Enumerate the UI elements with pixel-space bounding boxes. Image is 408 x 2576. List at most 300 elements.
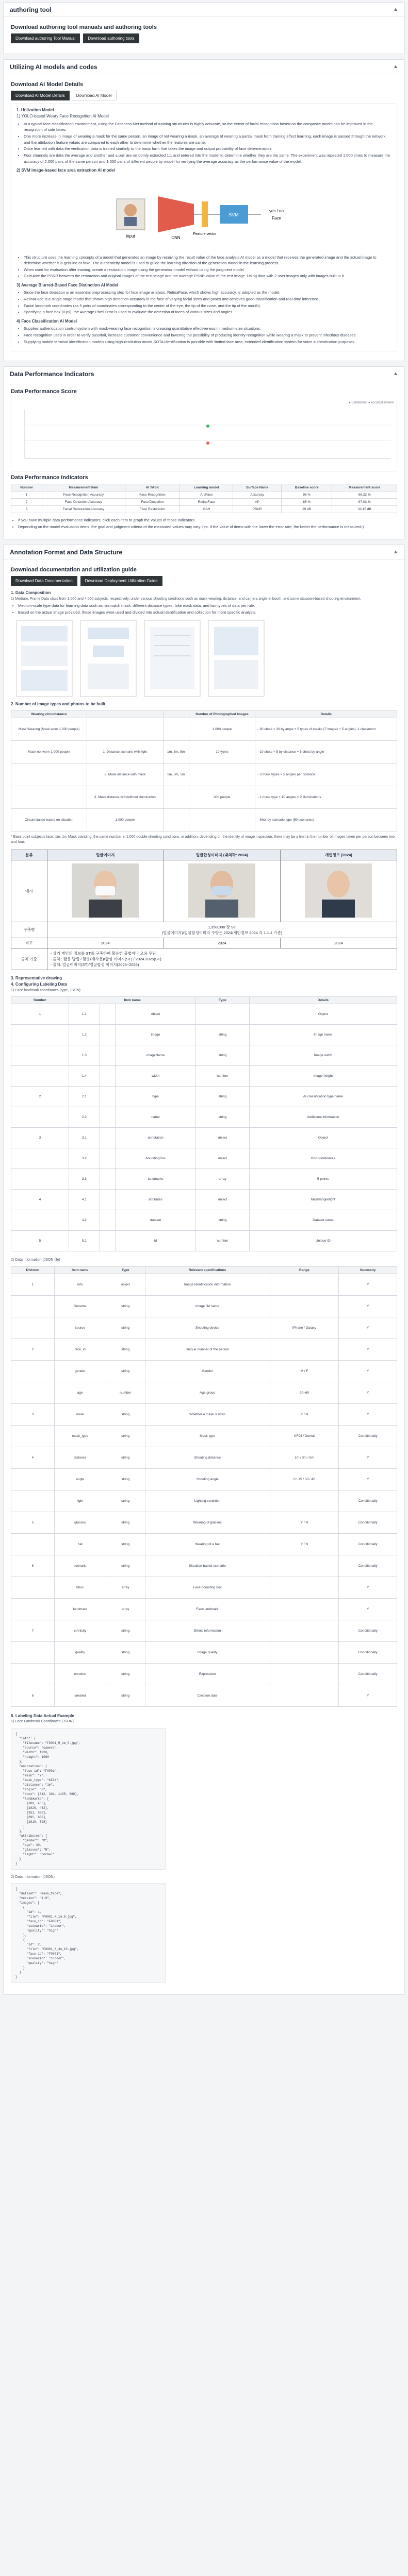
svm-label: SVM [228,212,239,217]
table-cell: string [106,1468,145,1490]
table-cell: 4.2 [69,1210,100,1231]
table-cell: 300 people [189,786,255,808]
table-row [11,860,397,922]
face-photo-2 [188,863,255,918]
table-cell: number [106,1382,145,1403]
table-cell: landmark [54,1598,106,1620]
table-cell: id [115,1231,195,1251]
table-cell [100,1231,115,1251]
thumb-block [21,646,68,666]
face-shape [327,871,350,897]
download-documentation-button[interactable]: Download Data Documentation [11,576,77,586]
sample-count-note: (얼굴이미지)/얼굴합성이미지 수량은 2024/개인정보 2024 각 1.1.1 기준) [161,930,283,935]
list-item: • Once learned with data the verification data is trained similarly to the basic form that takes the image and output probability of face determination. [24,146,391,152]
table-cell: string [196,1107,249,1128]
thumb-block [88,664,129,689]
thumbnail-1 [16,620,73,697]
col-header [163,710,189,718]
table-cell: 95 % [282,492,332,499]
input-label: input [125,233,135,239]
table-cell [11,1210,69,1231]
chevron-up-icon[interactable]: ▲ [393,371,398,377]
col-header: 개인정보 (2024) [280,850,397,860]
table-cell: string [196,1045,249,1066]
table-cell: 1,000 people [189,718,255,740]
table-cell: face_id [54,1338,106,1360]
table-cell: gender [54,1360,106,1382]
body-shape [89,900,122,918]
point-established [206,425,209,428]
cls-list [17,326,391,345]
table-cell: Y / N [270,1403,339,1425]
table-cell: string [106,1360,145,1382]
accordion-ai-models [3,59,405,361]
table-cell: distance [54,1447,106,1468]
table-cell: string [196,1087,249,1107]
table-cell: - Shot by scenario type (50 scenarios) [255,808,397,831]
table-cell: Face Detection [125,499,180,506]
table-cell: Shooting angle [145,1468,270,1490]
table-cell: 1. Distance scenario with light [87,740,164,763]
thumb-block [214,660,258,689]
download-guide-button[interactable]: Download Deployment Utilization Guide [80,576,162,586]
table-cell: Image Identification information [145,1274,270,1295]
sample-image-cell [164,860,280,922]
table-cell [270,1577,339,1598]
table-cell: Face Recognition Accuracy [42,492,125,499]
col-header: Wearing circumstance [11,710,87,718]
col-header: Baseline score [282,484,332,492]
table-row [11,1577,397,1598]
table-cell: 3.3 [69,1169,100,1190]
sample-count: 1,958,000 장 ST [208,924,236,929]
table-cell: iPhone / Galaxy [270,1317,339,1338]
table-cell: 5 [11,1512,55,1533]
table-row [11,1087,397,1107]
col-header: Measurement Item [42,484,125,492]
table-row [11,1447,397,1468]
table-cell [11,1317,55,1338]
table-cell: string [106,1685,145,1706]
table-cell: 1 [11,1004,69,1025]
table-cell: array [106,1598,145,1620]
col-header: Details [249,997,397,1004]
numimages-note: * Base point subject's face: 1m. 1m Mask standing, the same number in 1,000 double shooting conditions, in addition, depending on the identity of image inspection, there may be a limit in the number of images taken per person between two and four. [11,835,395,844]
table-cell: created [54,1685,106,1706]
section-title: authoring tool [10,6,52,13]
table-row [11,1533,397,1555]
table-cell: Image width [249,1045,397,1066]
table-row [11,1190,397,1210]
table-cell: Accuracy [233,492,282,499]
table-cell [270,1641,339,1663]
list-item: • In a typical face classification environment, using the Faceness-Net method of training structures is highly accurate, so the extent of facial recognition based on the composite model can be improved in the recognition of side faces. [24,121,391,133]
table-heading: Data Performance Indicators [11,474,88,481]
table-cell: Mask type [145,1425,270,1447]
section-subtitle: Download authoring tool manuals and authoring tools [11,24,157,30]
accordion-header[interactable] [4,367,404,381]
table-row [11,1210,397,1231]
table-cell: filename [54,1295,106,1317]
table-cell: Y [339,1360,397,1382]
table-row[interactable] [11,492,397,499]
table-row [11,1148,397,1169]
accordion-performance [3,366,405,539]
table-cell [270,1490,339,1512]
table-cell: Ethnic information [145,1620,270,1641]
example-sub-2: 2) Data information (JSON) [11,1875,55,1879]
table-cell: Y [339,1468,397,1490]
table-cell: 2024 [47,938,164,948]
table-row [11,922,397,938]
table-row [11,1663,397,1685]
section-title: Data Performance Indicators [10,370,94,378]
table-cell: 2.1 [69,1087,100,1107]
table-cell: Object [249,1004,397,1025]
info-table-body [11,1274,397,1706]
table-cell: PSNR [233,506,282,513]
list-item: • Calculate the PSNR between the restoration and original images of the test image and the average PSNR value of the test image. Using data with 2 user images only with images built in it. [24,273,391,279]
accordion-header[interactable] [4,545,404,560]
table-cell [11,1107,69,1128]
face-output-label: Face [271,215,281,221]
table-cell: Age group [145,1382,270,1403]
table-cell: 97.03 % [332,499,397,506]
table-cell: bbox [54,1577,106,1598]
intro-list [17,121,391,164]
chevron-up-icon[interactable]: ▲ [393,549,398,555]
table-cell [11,1663,55,1685]
list-item: • Face recognition used in order to verify pass/fail, increase customer convenience and lowering the possibility of producing identity recognition while wearing a mask to prevent infectious diseases. [24,332,391,338]
sample-image-cell [47,860,164,922]
col-header: Surface Name [233,484,282,492]
table-row [11,1066,397,1087]
table-cell: Conditionally [339,1663,397,1685]
table-cell: Y [339,1685,397,1706]
col-header: Type [106,1266,145,1274]
list-item: • Four channels are data the average and another and a pair are randomly extracted 1:1 and entered into the model to determine whether they are the same. The experiment was repeated 1,000 times to measure the accuracy of 2,000 pairs of the same person and 1,000 pairs of different people by model for verifying the average accuracy as the performance value of the model. [24,152,391,164]
table-cell: Object [249,1128,397,1148]
accordion-header[interactable] [4,60,404,74]
list-item: • Facial landmark coordinates (as 5 pairs of coordinates corresponding to the center of the eye, the tip of the nose, and the tip of the mouth). [24,303,391,309]
table-cell: 8 [11,1685,55,1706]
accordion-annotation [3,545,405,1995]
table-cell [270,1338,339,1360]
table-cell: Y / N [270,1512,339,1533]
table-cell: object [196,1190,249,1210]
table-cell: 2. Mask distance with mask [87,763,164,786]
list-item: • One more increase in image of wearing a mask for the same person, an image of not wearing a mask, an average of wearing a partial mask from training effect learning, each image is passed through the network and the attribution feature values are compared to each other to determine whether the features are same. [24,133,391,145]
table-cell [100,1190,115,1210]
table-cell [189,763,255,786]
sample-note: - 출처 : 활용 방법 / 활용(재사용)/합성 이미지(ST) / 2024 2025(ST) [50,956,161,961]
table-header-row [11,710,397,718]
table-cell [100,1210,115,1231]
table-cell: 5 [11,1231,69,1251]
table-cell: AP [233,499,282,506]
table-cell: Mask/angle/light [249,1190,397,1210]
accordion-body [4,74,404,361]
table-cell: - 30 shots × 30 by angle + 5 types of masks (7 images + 5 angles), 1 classroom [255,718,397,740]
table-cell: 1.2 [69,1025,100,1045]
table-cell: Image name [249,1025,397,1045]
col-header: Measurement score [332,484,397,492]
table-cell: 7 [11,1620,55,1641]
table-cell [11,1045,69,1066]
table-cell: Conditionally [339,1490,397,1512]
table-cell: Situation-based scenario [145,1555,270,1577]
table-cell: image [115,1025,195,1045]
table-cell: 1 [11,492,42,499]
table-cell: boundingBox [115,1148,195,1169]
table-row [11,1425,397,1447]
table-cell: Unique number of the person [145,1338,270,1360]
table-cell: Expression [145,1663,270,1685]
table-cell: object [196,1148,249,1169]
table-cell: 2024 [280,938,397,948]
table-row [11,1274,397,1295]
tab-model[interactable]: Download AI Model [72,91,117,100]
table-cell: Wearing of a hat [145,1533,270,1555]
table-cell: 10 types [189,740,255,763]
table-cell: width [115,1066,195,1087]
table-cell: AI classification type name [249,1087,397,1107]
accordion-authoring-tool [3,2,405,54]
table-cell: RetinaFace [180,499,233,506]
table-cell [87,718,164,740]
table-row [11,1107,397,1128]
table-cell: Y / N [270,1533,339,1555]
table-cell: Conditionally [339,1533,397,1555]
table-cell [11,1490,55,1512]
button-row [11,576,397,586]
cnn-label: CNN [171,235,181,240]
table-cell: number [196,1231,249,1251]
numimages-heading: 2. Number of image types and photos to be built [11,701,106,706]
table-cell: Shooting distance [145,1447,270,1468]
table-cell [270,1295,339,1317]
thumbnail-3 [144,620,201,697]
table-row [11,1360,397,1382]
table-cell: 4.1 [69,1190,100,1210]
table-row [11,1403,397,1425]
table-cell: GAN [180,506,233,513]
table-header-row [11,1266,397,1274]
list-item: • Medium-scale type data for learning data such as mismatch mask, different distance types, fake mask data, and two types of data per rule. [18,603,397,609]
feature-vector [202,201,208,227]
svm-list [17,255,391,280]
table-cell: Y [339,1274,397,1295]
sample-note: - 출처: 얼굴이미지(ST)/얼굴합성 이미지(2025~2026) [50,962,139,967]
table-cell: Conditionally [339,1512,397,1533]
table-cell: string [106,1663,145,1685]
table-cell: Unique ID [249,1231,397,1251]
table-row [11,1025,397,1045]
num-images-table [11,710,397,832]
thumb-block [21,670,68,691]
table-cell: Conditionally [339,1425,397,1447]
composition-list [11,603,397,615]
table-cell: 2.2 [69,1107,100,1128]
table-cell: Facial Restoration Accuracy [42,506,125,513]
table-cell: Creation date [145,1685,270,1706]
table-cell: type [115,1087,195,1107]
download-manual-button[interactable]: Download authoring Tool Manual [11,33,80,43]
table-cell: source [54,1317,106,1338]
table-cell: scenario [54,1555,106,1577]
table-cell [11,1598,55,1620]
list-item: • Supplying mobile terminal identification models using high-resolution mixed SOTA identification is possible with limited face area, extended identification system for voice authentication purposes. [24,339,391,345]
table-cell [270,1620,339,1641]
table-row[interactable] [11,499,397,506]
output-label: yes / no [269,208,284,213]
table-cell: 6 [11,1555,55,1577]
table-cell: 1,000 people [87,808,164,831]
chevron-up-icon[interactable]: ▲ [393,7,398,12]
performance-chart [11,398,397,471]
table-row [11,1598,397,1620]
thumbnail-4 [208,620,265,697]
table-row [11,938,397,948]
table-cell [100,1169,115,1190]
list-item: • Since the face detection is an essential preprocessing step for face image analysis, RetinaFace, which shows high accuracy, is adopted as the model. [24,290,391,296]
col-header [87,710,164,718]
table-cell [270,1598,339,1620]
feature-label: Feature vector [192,232,217,236]
table-cell: Face Restoration [125,506,180,513]
table-row [11,740,397,763]
table-cell: Y [339,1382,397,1403]
table-cell [11,1533,55,1555]
table-cell: name [115,1107,195,1128]
table-cell: Image height [249,1066,397,1087]
col-header: Relevant specifications [145,1266,270,1274]
face-photo-3 [305,863,372,918]
composition-text: 1) Medium, Frame Data class from 1,000 and 4,000 subjects, respectively, under various shooting conditions such as mask wearing, distance, and camera angle in booth, and some situation-based shooting environment. [11,597,362,601]
table-cell: Dataset name [249,1210,397,1231]
point-accomplishment [206,442,209,445]
table-cell: 3 [11,1128,69,1148]
thumb-block [214,627,258,655]
table-cell: object [106,1274,145,1295]
table-cell [11,1641,55,1663]
table-cell: 비고 [11,938,47,948]
col-header: Learning model [180,484,233,492]
table-cell [100,1148,115,1169]
table-cell: mask_type [54,1425,106,1447]
table-row[interactable] [11,506,397,513]
thumb-block [93,646,124,657]
table-cell: string [106,1490,145,1512]
info-table [11,1266,397,1707]
table-cell: glasses [54,1512,106,1533]
table-cell: imageName [115,1045,195,1066]
table-cell: light [54,1490,106,1512]
table-cell: Y [339,1403,397,1425]
table-cell: string [106,1295,145,1317]
table-cell: mask [54,1403,106,1425]
table-cell: Image quality [145,1641,270,1663]
json-example-1: { "info": { "filename": "F0001_M_1m_0.jpg", "source": "camera", "width": 1920, "height": 1080 }, "annotation": { "face_id": "F0001", "mask": "Y", "mask_type": "KF94", "distance": "1m", "angle": "0", "bbox": [812, 301, 1105, 688], "landmarks": [ [880, 455], [1020, 452], [951, 530], [895, 600], [1010, 598] ] }, "attributes": { "gender": "M", "age": 30, "glasses": "N", "light": "normal" } } [11,1728,166,1870]
button-row [11,33,397,43]
blur-list [17,290,391,315]
col-header: 얼굴합성이미지 (내외곽: 2024) [164,850,280,860]
table-cell: 0 / 15 / 30 / 45 [270,1468,339,1490]
table-row [11,1169,397,1190]
table-row [11,1555,397,1577]
table-row [11,1641,397,1663]
table-cell: Box coordinates [249,1148,397,1169]
table-cell [11,1295,55,1317]
list-item: • If you have multiple data performance indicators, click each item to graph the values of those indicators. [18,517,397,523]
svm-diagram-svg [111,178,297,250]
table-cell: 29 dB [282,506,332,513]
table-cell [270,1555,339,1577]
table-row [11,1468,397,1490]
table-cell: quality [54,1641,106,1663]
table-cell: string [106,1641,145,1663]
mask-shape [212,886,232,895]
table-cell: Lighting condition [145,1490,270,1512]
table-cell: 2 [11,1338,55,1360]
table-cell: 출처 기준 [11,948,47,970]
table-cell: 5.1 [69,1231,100,1251]
body-illustration [124,217,137,226]
tab-model-details[interactable]: Download AI Model Details [11,91,70,100]
table-cell: 1.1 [69,1004,100,1025]
table-cell [270,1685,339,1706]
table-cell [11,1066,69,1087]
table-cell [163,808,189,831]
table-row [11,1382,397,1403]
table-cell [100,1045,115,1066]
accordion-header[interactable] [4,3,404,17]
table-cell: 3.1 [69,1128,100,1148]
chevron-up-icon[interactable]: ▲ [393,64,398,70]
table-cell: 구축량 [11,922,47,938]
download-tools-button[interactable]: Download authoring tools [83,33,139,43]
body-shape [322,900,355,918]
table-cell: 예시 [11,860,47,922]
table-cell [11,1169,69,1190]
intro-heading: 1. Utilization Model [17,108,54,112]
table-cell: 2 [11,1087,69,1107]
table-cell: 3. Mask distance with/without illumination [87,786,164,808]
table-cell: ArcFace [180,492,233,499]
composition-thumbnails [16,620,397,697]
table-cell: 1m, 3m, 5m [163,763,189,786]
model-tabs [11,91,397,100]
table-cell: Image file name [145,1295,270,1317]
table-cell [47,948,397,970]
col-header: Number of Photographed Images [189,710,255,718]
table-cell: 1m / 3m / 5m [270,1447,339,1468]
col-header: Item name [69,997,195,1004]
table-cell: Face Recognition [125,492,180,499]
table-row [11,1231,397,1251]
table-cell [196,1004,249,1025]
config-heading: 4. Configuring Labeling Data [11,982,67,987]
table-cell: 4 [11,1190,69,1210]
table-cell: string [106,1555,145,1577]
table-row [11,948,397,970]
col-header: Number [11,997,69,1004]
sample-image-cell [280,860,397,922]
chart-heading: Data Performance Score [11,388,77,395]
table-cell: landmarks [115,1169,195,1190]
table-cell: Conditionally [339,1620,397,1641]
table-cell: Shooting device [145,1317,270,1338]
